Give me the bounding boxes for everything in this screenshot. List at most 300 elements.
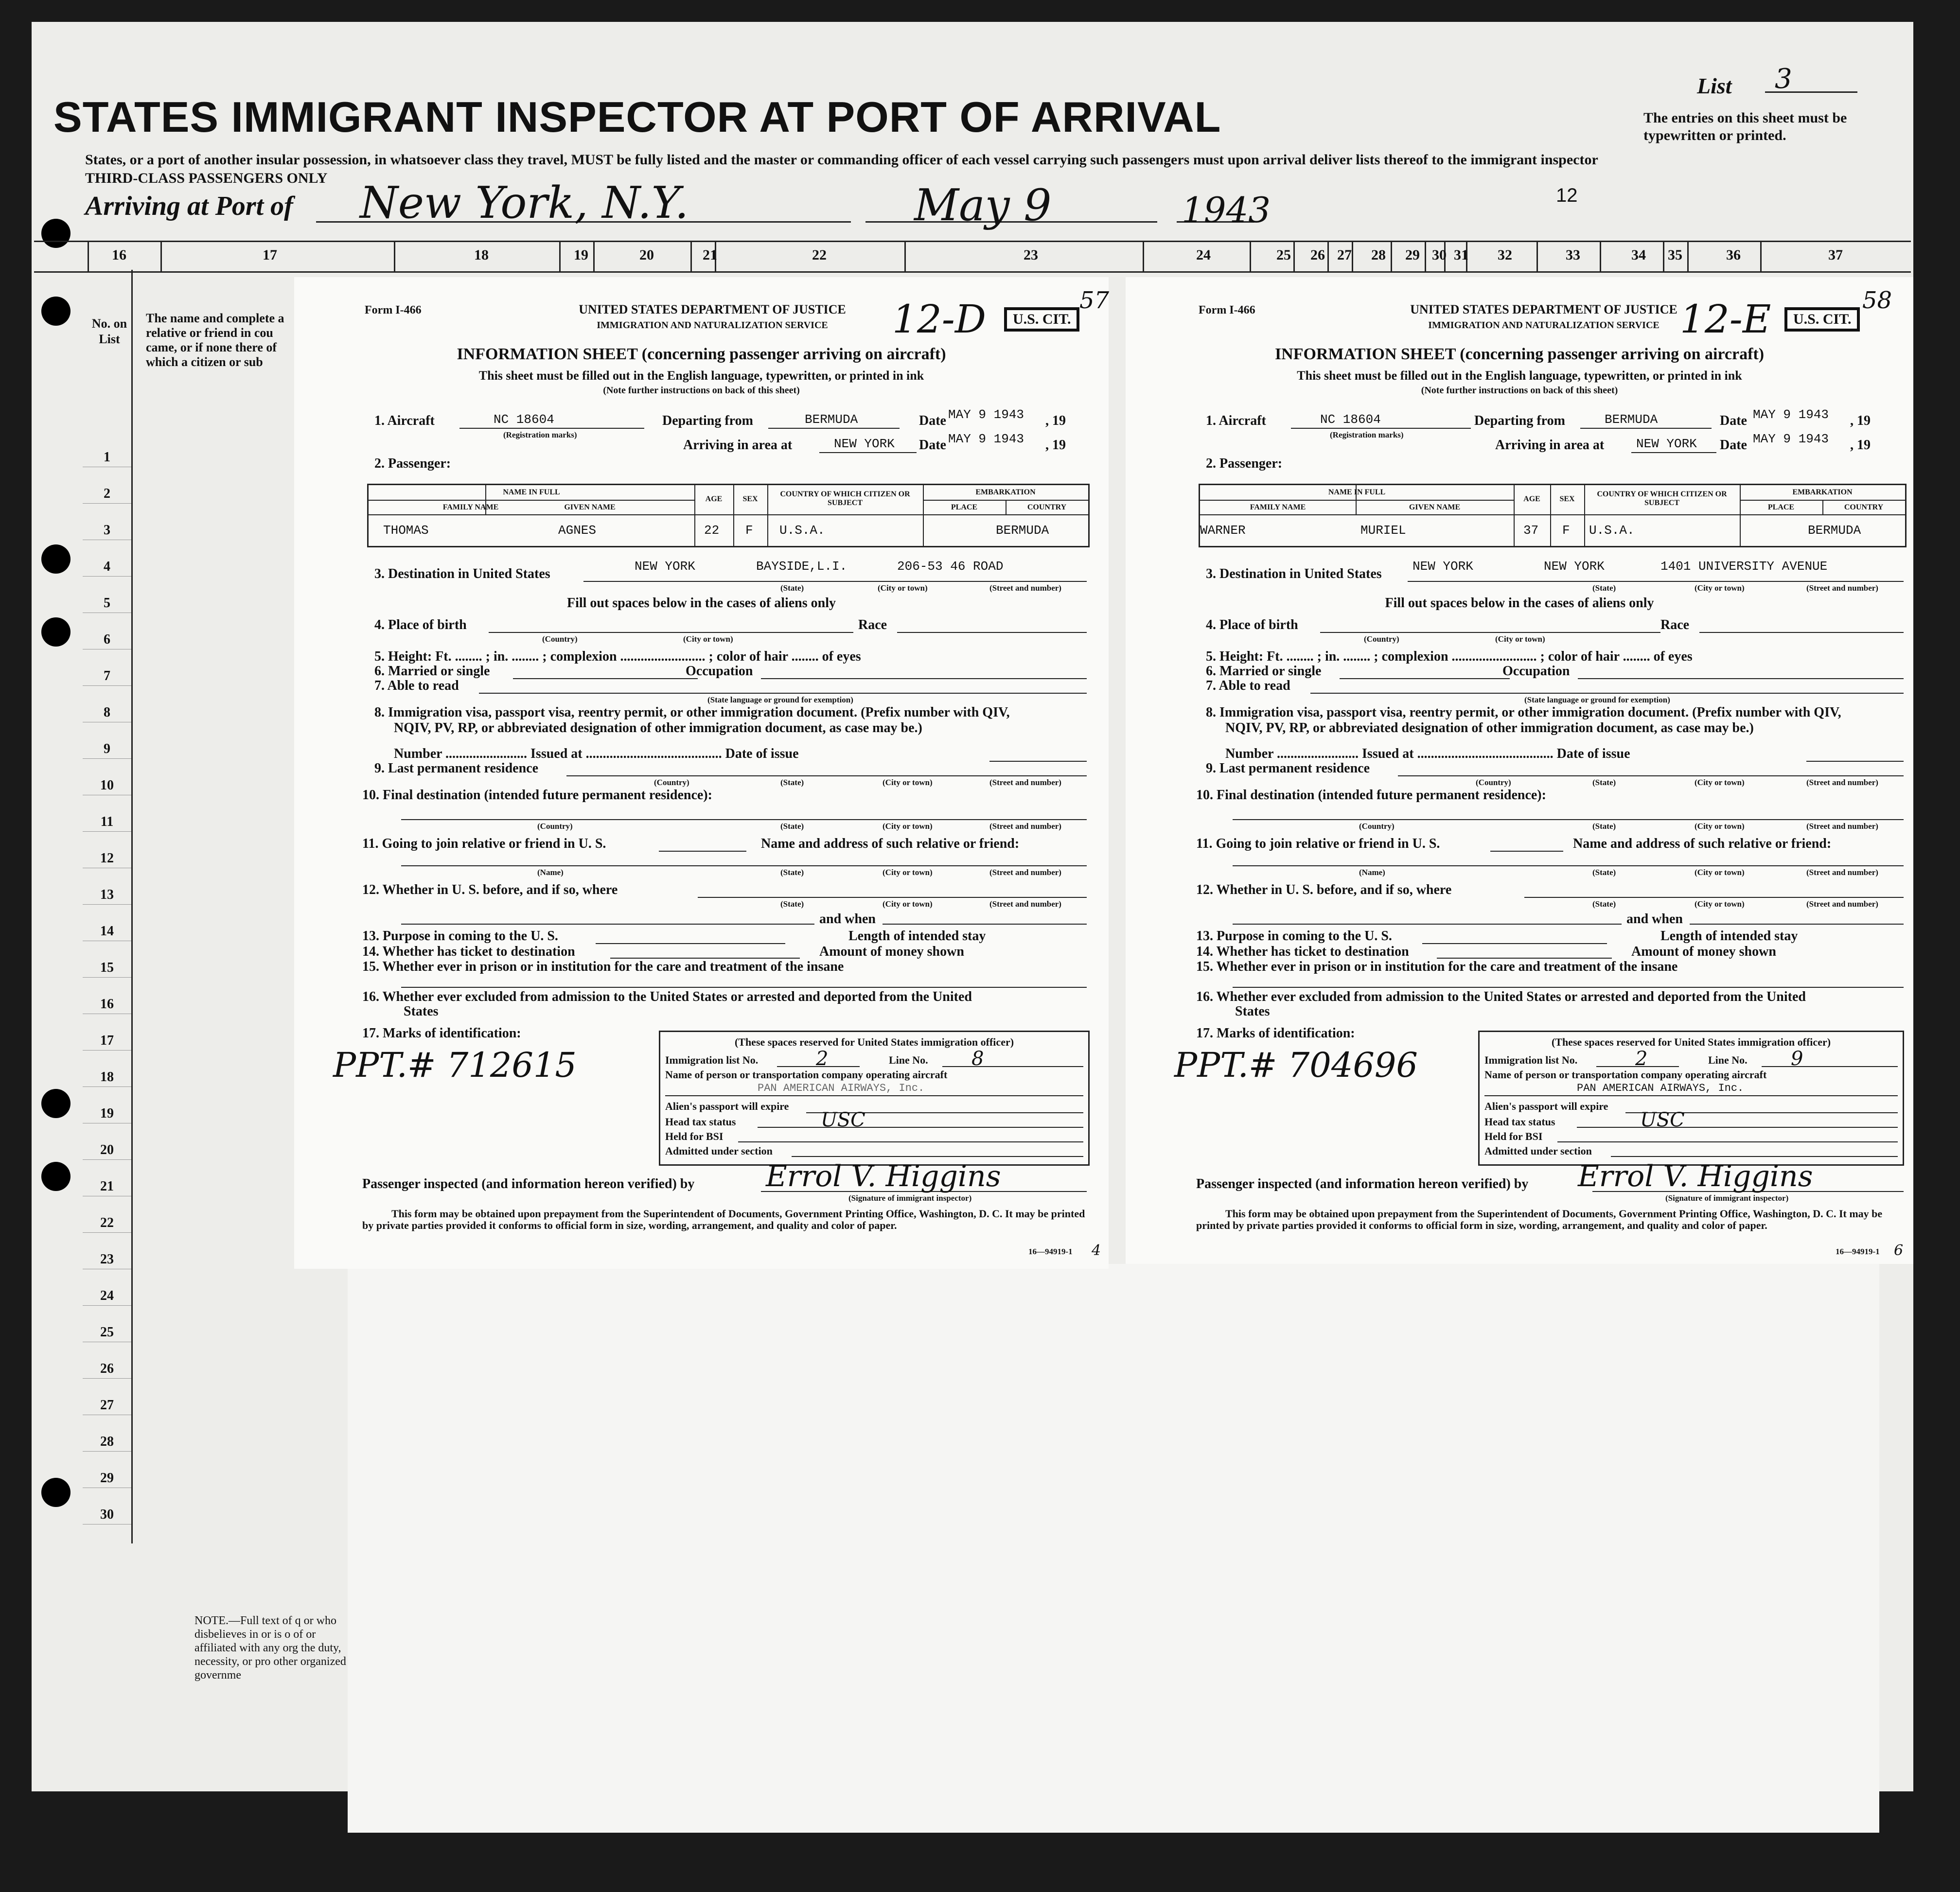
column-separator bbox=[1760, 242, 1762, 271]
imm-list-label: Immigration list No. bbox=[665, 1054, 759, 1066]
row-number: 25 bbox=[100, 1325, 114, 1340]
column-number: 24 bbox=[1196, 247, 1211, 263]
print-code: 16—94919-1 bbox=[1836, 1247, 1880, 1256]
column-separator bbox=[559, 242, 561, 271]
information-sheet-12d bbox=[294, 277, 1109, 1269]
passport-number: PPT.# 704696 bbox=[1174, 1045, 1418, 1085]
age-value: 37 bbox=[1523, 523, 1539, 538]
imm-list-value: 2 bbox=[816, 1048, 829, 1070]
given-name-header: GIVEN NAME bbox=[564, 503, 616, 511]
name-caption: (Name) bbox=[1359, 868, 1385, 877]
information-sheet-12e bbox=[1126, 277, 1913, 1264]
list-label: List bbox=[1697, 73, 1732, 98]
arriving-label: Arriving in area at bbox=[1495, 438, 1605, 453]
city-caption: (City or town) bbox=[878, 583, 928, 593]
column-separator bbox=[1352, 242, 1353, 271]
column-number: 37 bbox=[1828, 247, 1843, 263]
column-number: 18 bbox=[474, 247, 489, 263]
q5-label: 5. Height: Ft. ........ ; in. ........ ; complexion ......................... ; color of hair ........ of eyes bbox=[1206, 649, 1693, 664]
row-number: 2 bbox=[104, 486, 110, 501]
row-number-column bbox=[83, 270, 133, 1543]
q8-line1: 8. Immigration visa, passport visa, reentry permit, or other immigration document. (Prefix number with QIV, bbox=[1206, 705, 1841, 720]
state-caption: (State) bbox=[1592, 583, 1616, 593]
q16-line2: States bbox=[404, 1004, 439, 1019]
street-caption: (Street and number) bbox=[1806, 822, 1878, 831]
street-caption: (Street and number) bbox=[989, 899, 1061, 909]
sheet-number: 12 bbox=[1556, 185, 1578, 206]
column-number: 17 bbox=[263, 247, 277, 263]
operator-label: Name of person or transportation company operating aircraft bbox=[1484, 1069, 1767, 1081]
punch-hole bbox=[41, 1162, 71, 1191]
head-tax-value: USC bbox=[1640, 1109, 1685, 1131]
column-number: 19 bbox=[574, 247, 588, 263]
destination-street: 1401 UNIVERSITY AVENUE bbox=[1660, 559, 1828, 574]
country-header: COUNTRY bbox=[1844, 503, 1884, 511]
form-footer: This form may be obtained upon prepayment from the Superintendent of Documents, Government Printing Office, Washington, D. C. It may be printed by private parties provided it conforms to official form in size, wording, arrangement, and quality and color of paper. bbox=[362, 1208, 1085, 1231]
officer-box bbox=[1478, 1031, 1904, 1166]
aircraft-value: NC 18604 bbox=[494, 412, 554, 427]
officer-box-header: (These spaces reserved for United States immigration officer) bbox=[734, 1036, 1014, 1048]
row-number: 29 bbox=[100, 1471, 114, 1486]
column-separator bbox=[160, 242, 162, 271]
row-number: 14 bbox=[100, 924, 114, 939]
destination-label: 3. Destination in United States bbox=[374, 566, 550, 581]
agency-name: UNITED STATES DEPARTMENT OF JUSTICE bbox=[579, 302, 846, 316]
column-number-strip bbox=[34, 241, 1911, 273]
city-caption: (City or town) bbox=[683, 634, 733, 644]
column-number: 28 bbox=[1371, 247, 1386, 263]
aircraft-line bbox=[459, 428, 644, 429]
city-caption: (City or town) bbox=[883, 899, 933, 909]
q12-label: 12. Whether in U. S. before, and if so, where bbox=[362, 882, 618, 897]
occupation-label: Occupation bbox=[686, 664, 753, 679]
state-caption: (State) bbox=[780, 899, 804, 909]
q6-label: 6. Married or single bbox=[374, 664, 490, 679]
state-caption: (State) bbox=[1592, 778, 1616, 787]
and-when-label: and when bbox=[1626, 911, 1683, 927]
q15-label: 15. Whether ever in prison or in institution for the care and treatment of the insane bbox=[362, 959, 844, 974]
column-number: 33 bbox=[1566, 247, 1580, 263]
destination-city: NEW YORK bbox=[1544, 559, 1605, 574]
country-caption: (Country) bbox=[1359, 822, 1395, 831]
column-separator bbox=[1327, 242, 1329, 271]
citizenship-value: U.S.A. bbox=[779, 523, 825, 538]
column-separator bbox=[690, 242, 692, 271]
street-caption: (Street and number) bbox=[1806, 778, 1878, 787]
form-number: Form I-466 bbox=[1199, 304, 1255, 316]
list-number: 3 bbox=[1775, 63, 1792, 95]
country-caption: (Country) bbox=[1476, 778, 1511, 787]
city-caption: (City or town) bbox=[883, 822, 933, 831]
state-caption: (State) bbox=[780, 868, 804, 877]
column-separator bbox=[593, 242, 595, 271]
destination-city: BAYSIDE,L.I. bbox=[756, 559, 848, 574]
column-number: 21 bbox=[703, 247, 717, 263]
q14-label: 14. Whether has ticket to destination bbox=[362, 944, 575, 959]
age-header: AGE bbox=[705, 495, 723, 503]
city-caption: (City or town) bbox=[883, 778, 933, 787]
country-caption: (Country) bbox=[542, 634, 578, 644]
date-label: Date bbox=[919, 438, 946, 453]
q8-line3: Number ........................ Issued at ........................................ Date of issue bbox=[1225, 746, 1630, 761]
city-caption: (City or town) bbox=[1695, 899, 1745, 909]
head-tax-label: Head tax status bbox=[1484, 1116, 1555, 1128]
money-label: Amount of money shown bbox=[1631, 944, 1776, 959]
destination-street: 206-53 46 ROAD bbox=[897, 559, 1004, 574]
manifest-class-note: THIRD-CLASS PASSENGERS ONLY bbox=[85, 170, 328, 186]
head-tax-label: Head tax status bbox=[665, 1116, 736, 1128]
arrival-date-value: MAY 9 1943 bbox=[948, 432, 1024, 446]
row-rule bbox=[83, 1050, 131, 1051]
place-header: PLACE bbox=[1767, 503, 1795, 511]
row-rule bbox=[83, 977, 131, 978]
column-separator bbox=[1293, 242, 1295, 271]
form-title: INFORMATION SHEET (concerning passenger arriving on aircraft) bbox=[1274, 345, 1765, 363]
service-name: IMMIGRATION AND NATURALIZATION SERVICE bbox=[597, 320, 828, 331]
row-rule bbox=[83, 758, 131, 759]
aliens-only-note: Fill out spaces below in the cases of aliens only bbox=[1385, 596, 1654, 611]
row-number: 17 bbox=[100, 1033, 114, 1048]
column-number: 32 bbox=[1498, 247, 1512, 263]
column-number: 20 bbox=[639, 247, 654, 263]
q7-label: 7. Able to read bbox=[1206, 678, 1290, 693]
entries-note: The entries on this sheet must be typewritten or printed. bbox=[1643, 110, 1847, 143]
embarkation-place-value: BERMUDA bbox=[1808, 523, 1861, 538]
year-suffix: , 19 bbox=[1045, 413, 1066, 428]
q9-label: 9. Last permanent residence bbox=[1206, 761, 1370, 776]
attached-blank-sheet bbox=[348, 1264, 1879, 1833]
form-subtitle: This sheet must be filled out in the English language, typewritten, or printed in ink bbox=[1297, 368, 1742, 383]
state-caption: (State) bbox=[1592, 899, 1616, 909]
state-caption: (State) bbox=[780, 822, 804, 831]
line-no-label: Line No. bbox=[1708, 1054, 1748, 1066]
row-number: 6 bbox=[104, 632, 110, 647]
arriving-label: Arriving in area at bbox=[683, 438, 793, 453]
destination-state: NEW YORK bbox=[1413, 559, 1473, 574]
column-separator bbox=[1600, 242, 1601, 271]
inspected-label: Passenger inspected (and information hereon verified) by bbox=[362, 1176, 695, 1191]
q11-label: 11. Going to join relative or friend in U. S. bbox=[362, 836, 606, 851]
row-number: 9 bbox=[104, 741, 110, 756]
corner-mark: 4 bbox=[1092, 1242, 1101, 1259]
country-caption: (Country) bbox=[654, 778, 689, 787]
punch-hole bbox=[41, 544, 71, 574]
arriving-value: NEW YORK bbox=[834, 437, 895, 451]
column-separator bbox=[1250, 242, 1251, 271]
officer-box-header: (These spaces reserved for United States immigration officer) bbox=[1551, 1036, 1831, 1048]
row-rule bbox=[83, 1451, 131, 1452]
q11-label: 11. Going to join relative or friend in U. S. bbox=[1196, 836, 1440, 851]
admitted-label: Admitted under section bbox=[665, 1145, 773, 1157]
row-number: 4 bbox=[104, 559, 110, 574]
given-name-header: GIVEN NAME bbox=[1409, 503, 1461, 511]
punch-hole bbox=[41, 1478, 71, 1507]
citizenship-header: COUNTRY OF WHICH CITIZEN OR SUBJECT bbox=[1597, 490, 1727, 507]
column-separator bbox=[1536, 242, 1538, 271]
arriving-date: May 9 bbox=[914, 180, 1052, 231]
q8-line3: Number ........................ Issued at ........................................ Date of issue bbox=[394, 746, 799, 761]
citizenship-value: U.S.A. bbox=[1589, 523, 1635, 538]
form-note: (Note further instructions on back of this sheet) bbox=[603, 385, 800, 396]
row-number: 5 bbox=[104, 596, 110, 611]
q7-label: 7. Able to read bbox=[374, 678, 459, 693]
citizen-stamp: U.S. CIT. bbox=[1004, 307, 1079, 332]
name-in-full-header: NAME IN FULL bbox=[503, 488, 560, 496]
row-number: 27 bbox=[100, 1398, 114, 1413]
q14-label: 14. Whether has ticket to destination bbox=[1196, 944, 1409, 959]
passport-number: PPT.# 712615 bbox=[333, 1045, 577, 1085]
column-number: 35 bbox=[1668, 247, 1682, 263]
column-number: 23 bbox=[1024, 247, 1038, 263]
state-caption: (State) bbox=[780, 583, 804, 593]
departing-value: BERMUDA bbox=[805, 412, 858, 427]
officer-box bbox=[659, 1031, 1090, 1166]
street-caption: (Street and number) bbox=[989, 822, 1061, 831]
sex-value: F bbox=[745, 523, 753, 538]
agency-name: UNITED STATES DEPARTMENT OF JUSTICE bbox=[1410, 302, 1677, 316]
row-rule bbox=[83, 503, 131, 504]
q6-label: 6. Married or single bbox=[1206, 664, 1322, 679]
print-code: 16—94919-1 bbox=[1028, 1247, 1073, 1256]
row-number: 16 bbox=[100, 997, 114, 1012]
operator-value: PAN AMERICAN AIRWAYS, Inc. bbox=[1577, 1082, 1744, 1094]
q8-line1: 8. Immigration visa, passport visa, reentry permit, or other immigration document. (Prefix number with QIV, bbox=[374, 705, 1010, 720]
destination-label: 3. Destination in United States bbox=[1206, 566, 1382, 581]
row-rule bbox=[83, 685, 131, 686]
row-rule bbox=[83, 576, 131, 577]
row-number: 7 bbox=[104, 668, 110, 683]
passenger-label: 2. Passenger: bbox=[1206, 456, 1283, 471]
departure-date-value: MAY 9 1943 bbox=[948, 407, 1024, 422]
city-caption: (City or town) bbox=[1695, 583, 1745, 593]
row-rule bbox=[83, 1232, 131, 1233]
street-caption: (Street and number) bbox=[989, 868, 1061, 877]
head-tax-value: USC bbox=[821, 1109, 865, 1131]
q16-line1: 16. Whether ever excluded from admission to the United States or arrested and deported from the United bbox=[362, 989, 972, 1004]
q10-label: 10. Final destination (intended future permanent residence): bbox=[362, 788, 712, 803]
col17-header: The name and complete a relative or friend in cou came, or if none there of which a citizen or sub bbox=[146, 311, 284, 369]
embarkation-header: EMBARKATION bbox=[1792, 488, 1853, 496]
date-label: Date bbox=[919, 413, 946, 428]
column-number: 29 bbox=[1405, 247, 1420, 263]
aircraft-value: NC 18604 bbox=[1320, 412, 1381, 427]
q16-line2: States bbox=[1235, 1004, 1270, 1019]
held-bsi-label: Held for BSI bbox=[665, 1130, 724, 1142]
form-title: INFORMATION SHEET (concerning passenger arriving on aircraft) bbox=[457, 345, 946, 363]
signature-caption: (Signature of immigrant inspector) bbox=[1665, 1193, 1789, 1203]
q5-label: 5. Height: Ft. ........ ; in. ........ ; complexion ......................... ; color of hair ........ of eyes bbox=[374, 649, 861, 664]
q13-label: 13. Purpose in coming to the U. S. bbox=[362, 928, 558, 944]
column-number: 30 bbox=[1432, 247, 1447, 263]
row-number: 28 bbox=[100, 1434, 114, 1449]
q17-label: 17. Marks of identification: bbox=[362, 1026, 521, 1041]
sheet-id: 12-D bbox=[892, 297, 986, 342]
q13-label: 13. Purpose in coming to the U. S. bbox=[1196, 928, 1392, 944]
language-caption: (State language or ground for exemption) bbox=[1524, 695, 1670, 704]
imm-list-label: Immigration list No. bbox=[1484, 1054, 1578, 1066]
destination-state: NEW YORK bbox=[635, 559, 695, 574]
sex-header: SEX bbox=[742, 495, 758, 503]
q4-label: 4. Place of birth bbox=[374, 617, 467, 632]
and-when-label: and when bbox=[819, 911, 876, 927]
city-caption: (City or town) bbox=[1495, 634, 1545, 644]
held-bsi-label: Held for BSI bbox=[1484, 1130, 1543, 1142]
line-no-label: Line No. bbox=[889, 1054, 928, 1066]
row-rule bbox=[83, 1378, 131, 1379]
stamp-number: 58 bbox=[1862, 287, 1892, 314]
row-number: 20 bbox=[100, 1142, 114, 1157]
departing-value: BERMUDA bbox=[1605, 412, 1658, 427]
street-caption: (Street and number) bbox=[1806, 583, 1878, 593]
citizen-stamp: U.S. CIT. bbox=[1784, 307, 1860, 332]
arrival-date-value: MAY 9 1943 bbox=[1753, 432, 1829, 446]
column-separator bbox=[1425, 242, 1426, 271]
row-rule bbox=[83, 1159, 131, 1160]
sex-header: SEX bbox=[1559, 495, 1575, 503]
column-number: 16 bbox=[112, 247, 126, 263]
column-separator bbox=[88, 242, 89, 271]
col16-header: No. on List bbox=[91, 316, 127, 346]
given-name-value: MURIEL bbox=[1360, 523, 1406, 538]
row-number: 10 bbox=[100, 778, 114, 793]
departing-line bbox=[768, 428, 900, 429]
state-caption: (State) bbox=[1592, 822, 1616, 831]
column-number: 22 bbox=[812, 247, 827, 263]
destination-line bbox=[583, 581, 1087, 582]
street-caption: (Street and number) bbox=[989, 583, 1061, 593]
row-number: 23 bbox=[100, 1252, 114, 1267]
name-in-full-header: NAME IN FULL bbox=[1328, 488, 1386, 496]
passenger-table bbox=[1199, 484, 1907, 547]
row-rule bbox=[83, 831, 131, 832]
column-separator bbox=[1391, 242, 1392, 271]
family-name-header: FAMILY NAME bbox=[1250, 503, 1306, 511]
registration-caption: (Registration marks) bbox=[503, 430, 577, 439]
form-subtitle: This sheet must be filled out in the English language, typewritten, or printed in ink bbox=[478, 368, 924, 383]
aircraft-label: 1. Aircraft bbox=[1206, 413, 1266, 428]
given-name-value: AGNES bbox=[558, 523, 597, 538]
aircraft-label: 1. Aircraft bbox=[374, 413, 435, 428]
row-rule bbox=[83, 1305, 131, 1306]
q4-label: 4. Place of birth bbox=[1206, 617, 1298, 632]
manifest-note: NOTE.—Full text of q or who disbelieves in or is o of or affiliated with any org the duty, necessity, or pro other organized governme bbox=[194, 1614, 346, 1682]
arriving-value: NEW YORK bbox=[1636, 437, 1697, 451]
column-number: 27 bbox=[1337, 247, 1352, 263]
year-suffix: , 19 bbox=[1045, 438, 1066, 453]
embarkation-place-value: BERMUDA bbox=[996, 523, 1049, 538]
form-note: (Note further instructions on back of this sheet) bbox=[1421, 385, 1618, 396]
money-label: Amount of money shown bbox=[819, 944, 964, 959]
row-number: 18 bbox=[100, 1069, 114, 1085]
occupation-label: Occupation bbox=[1502, 664, 1570, 679]
passport-expire-label: Alien's passport will expire bbox=[1484, 1100, 1608, 1112]
column-separator bbox=[1663, 242, 1664, 271]
q16-line1: 16. Whether ever excluded from admission to the United States or arrested and deported from the United bbox=[1196, 989, 1806, 1004]
place-header: PLACE bbox=[951, 503, 978, 511]
admitted-label: Admitted under section bbox=[1484, 1145, 1592, 1157]
column-separator bbox=[1143, 242, 1144, 271]
column-number: 34 bbox=[1631, 247, 1646, 263]
passport-expire-label: Alien's passport will expire bbox=[665, 1100, 789, 1112]
inspector-signature: Errol V. Higgins bbox=[766, 1159, 1001, 1193]
state-caption: (State) bbox=[780, 778, 804, 787]
sex-value: F bbox=[1562, 523, 1570, 538]
operator-value: PAN AMERICAN AIRWAYS, Inc. bbox=[758, 1082, 925, 1094]
date-label: Date bbox=[1720, 438, 1747, 453]
row-number: 3 bbox=[104, 523, 110, 538]
row-number: 13 bbox=[100, 887, 114, 902]
punch-hole bbox=[41, 1089, 71, 1118]
row-number: 22 bbox=[100, 1215, 114, 1230]
arriving-port: New York, N.Y. bbox=[360, 177, 689, 228]
manifest-title: STATES IMMIGRANT INSPECTOR AT PORT OF ARRIVAL bbox=[53, 93, 1221, 141]
row-number: 8 bbox=[104, 705, 110, 720]
arriving-line bbox=[819, 452, 917, 453]
registration-caption: (Registration marks) bbox=[1330, 430, 1404, 439]
stay-label: Length of intended stay bbox=[1660, 928, 1798, 944]
row-number: 12 bbox=[100, 851, 114, 866]
row-rule bbox=[83, 1086, 131, 1087]
date-label: Date bbox=[1720, 413, 1747, 428]
race-label: Race bbox=[858, 617, 887, 632]
year-suffix: , 19 bbox=[1850, 438, 1871, 453]
column-number: 31 bbox=[1454, 247, 1468, 263]
country-header: COUNTRY bbox=[1027, 503, 1067, 511]
street-caption: (Street and number) bbox=[1806, 868, 1878, 877]
service-name: IMMIGRATION AND NATURALIZATION SERVICE bbox=[1428, 320, 1660, 331]
form-footer: This form may be obtained upon prepayment from the Superintendent of Documents, Government Printing Office, Washington, D. C. It may be printed by private parties provided it conforms to official form in size, wording, arrangement, and quality and color of paper. bbox=[1196, 1208, 1883, 1231]
q8-line2: NQIV, PV, RP, or abbreviated designation of other immigration document, as case may be.) bbox=[1225, 720, 1754, 736]
state-caption: (State) bbox=[1592, 868, 1616, 877]
punch-hole bbox=[41, 297, 71, 326]
arriving-label: Arriving at Port of bbox=[85, 191, 293, 221]
q9-label: 9. Last permanent residence bbox=[374, 761, 538, 776]
name-caption: (Name) bbox=[537, 868, 564, 877]
arriving-year: 1943 bbox=[1182, 190, 1271, 230]
citizenship-header: COUNTRY OF WHICH CITIZEN OR SUBJECT bbox=[780, 490, 910, 507]
line-no-value: 8 bbox=[971, 1048, 984, 1070]
city-caption: (City or town) bbox=[1695, 868, 1745, 877]
row-number: 21 bbox=[100, 1179, 114, 1194]
aliens-only-note: Fill out spaces below in the cases of aliens only bbox=[566, 596, 836, 611]
q11-name-address: Name and address of such relative or friend: bbox=[761, 836, 1020, 851]
q15-label: 15. Whether ever in prison or in institution for the care and treatment of the insane bbox=[1196, 959, 1678, 974]
row-number: 24 bbox=[100, 1288, 114, 1303]
column-number: 25 bbox=[1276, 247, 1291, 263]
city-caption: (City or town) bbox=[1695, 778, 1745, 787]
row-number: 26 bbox=[100, 1361, 114, 1376]
q8-line2: NQIV, PV, RP, or abbreviated designation of other immigration document, as case may be.) bbox=[394, 720, 922, 736]
embarkation-header: EMBARKATION bbox=[975, 488, 1036, 496]
country-caption: (Country) bbox=[1364, 634, 1399, 644]
signature-caption: (Signature of immigrant inspector) bbox=[848, 1193, 972, 1203]
sheet-id: 12-E bbox=[1680, 297, 1771, 342]
corner-mark: 6 bbox=[1894, 1242, 1904, 1259]
operator-label: Name of person or transportation company operating aircraft bbox=[665, 1069, 948, 1081]
street-caption: (Street and number) bbox=[1806, 899, 1878, 909]
departure-date-value: MAY 9 1943 bbox=[1753, 407, 1829, 422]
departing-label: Departing from bbox=[1474, 413, 1565, 428]
passenger-label: 2. Passenger: bbox=[374, 456, 451, 471]
q10-label: 10. Final destination (intended future permanent residence): bbox=[1196, 788, 1546, 803]
departing-label: Departing from bbox=[662, 413, 753, 428]
passenger-table bbox=[367, 484, 1090, 547]
row-number: 15 bbox=[100, 960, 114, 975]
family-name-header: FAMILY NAME bbox=[442, 503, 499, 511]
q11-name-address: Name and address of such relative or friend: bbox=[1573, 836, 1832, 851]
q17-label: 17. Marks of identification: bbox=[1196, 1026, 1355, 1041]
age-header: AGE bbox=[1523, 495, 1540, 503]
